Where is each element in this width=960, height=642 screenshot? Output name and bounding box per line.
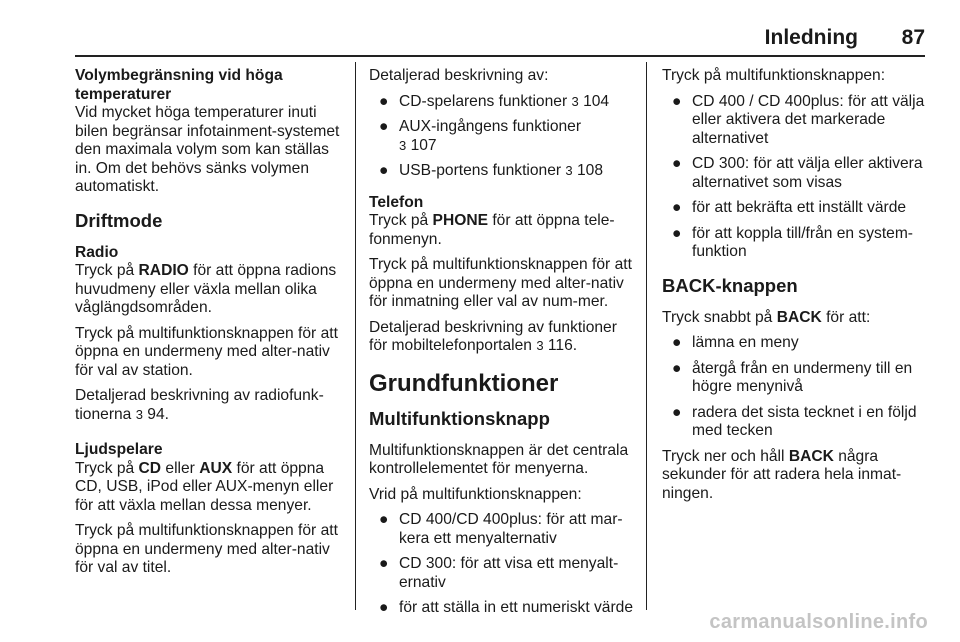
- paragraph: Tryck på CD eller AUX för att öppna CD, USB, iPod eller AUX-menyn eller för att växla mellan dessa menyer.: [75, 459, 334, 514]
- heading-radio: Radio: [75, 243, 119, 261]
- aux-key: AUX: [199, 459, 233, 477]
- paragraph: Detaljerad beskrivning av radiofunk-tionerna 3 94.: [75, 387, 324, 423]
- list-item: ● återgå från en undermeny till en högre menynivå: [672, 359, 913, 395]
- page-reference-icon: 3: [565, 163, 573, 178]
- page-reference-icon: 3: [399, 137, 407, 153]
- watermark: carmanualsonline.info: [709, 611, 928, 633]
- column-divider: [355, 62, 356, 610]
- heading-basic-functions: Grundfunktioner: [369, 369, 559, 397]
- list-item: ● CD-spelarens funktioner 3 104: [379, 92, 610, 110]
- page-reference[interactable]: 104: [583, 92, 610, 110]
- paragraph: Tryck på multifunktionsknappen:: [662, 67, 886, 84]
- phone-key: PHONE: [432, 212, 489, 229]
- list-item: ● för att bekräfta ett inställt värde: [672, 199, 907, 216]
- list-item: ● för att ställa in ett numeriskt värde: [379, 599, 634, 616]
- paragraph: Tryck ner och håll BACK några sekunder för att radera hela inmat-ningen.: [662, 447, 902, 502]
- page-reference[interactable]: 107: [410, 136, 437, 154]
- list-item: ● CD 400 / CD 400plus: för att välja eller aktivera det markerade alternativet: [672, 92, 925, 147]
- page-number: 87: [901, 26, 925, 49]
- list-item: ● AUX-ingångens funktioner 3 107: [379, 118, 582, 154]
- paragraph: Tryck på multifunktionsknappen för att öppna en undermeny med alter-nativ för inmatning eller val av num-mer.: [369, 256, 632, 310]
- list-item: ● CD 400/CD 400plus: för att mar-kera ett menyalternativ: [379, 511, 623, 547]
- paragraph: Tryck på multifunktionsknappen för att öppna en undermeny med alter-nativ för val av titel.: [75, 522, 338, 576]
- back-key: BACK: [788, 447, 834, 465]
- list-item: ● CD 300: för att välja eller aktivera alternativet som visas: [672, 155, 923, 191]
- list-item: ● för att koppla till/från en system-funktion: [672, 224, 914, 260]
- page-reference[interactable]: 108: [577, 162, 604, 179]
- paragraph: Tryck på RADIO för att öppna radions huvudmeny eller växla mellan olika våglängdsområden.: [75, 262, 337, 316]
- paragraph: Detaljerad beskrivning av funktioner för mobiltelefonportalen 3 116.: [369, 318, 617, 354]
- page-header: [0, 26, 960, 56]
- page-title: Inledning: [764, 26, 858, 49]
- list-item: ● USB-portens funktioner 3 108: [379, 162, 604, 179]
- paragraph: Vid mycket höga temperaturer inuti bilen begränsar infotainment-systemet den maximala volym som kan ställas in. Om det behövs sänks volymen automatiskt.: [75, 104, 340, 195]
- page-reference-icon: 3: [571, 93, 579, 109]
- heading-volume-limit: Volymbegränsning vid höga temperaturer: [75, 67, 283, 103]
- paragraph: Multifunktionsknappen är det centrala kontrollelementet för menyerna.: [369, 441, 629, 477]
- radio-key: RADIO: [138, 262, 189, 279]
- paragraph: Tryck på PHONE för att öppna tele-fonmenyn.: [369, 212, 615, 248]
- paragraph: Detaljerad beskrivning av:: [369, 67, 549, 84]
- paragraph: Vrid på multifunktionsknappen:: [369, 485, 582, 503]
- bullet-list: [662, 93, 930, 262]
- list-item: ● lämna en meny: [672, 334, 799, 351]
- page-reference-icon: 3: [135, 406, 143, 422]
- page-reference[interactable]: 116.: [547, 337, 578, 354]
- page-reference-icon: 3: [536, 338, 544, 353]
- column-2: [369, 67, 635, 625]
- back-key: BACK: [776, 308, 822, 326]
- bullet-list: [369, 93, 635, 181]
- column-3: [662, 67, 930, 510]
- bullet-list: [369, 511, 635, 618]
- paragraph: Tryck snabbt på BACK för att:: [662, 308, 871, 326]
- page-reference[interactable]: 94.: [147, 405, 169, 423]
- heading-back-button: BACK-knappen: [662, 274, 798, 296]
- bullet-list: [662, 334, 930, 441]
- list-item: ● radera det sista tecknet i en följd med tecken: [672, 403, 917, 439]
- paragraph: Tryck på multifunktionsknappen för att öppna en undermeny med alter-nativ för val av station.: [75, 324, 338, 379]
- header-rule: [75, 55, 925, 57]
- heading-audio-player: Ljudspelare: [75, 441, 163, 458]
- column-divider: [646, 62, 647, 610]
- list-item: ● CD 300: för att visa ett menyalt-ernativ: [379, 555, 619, 591]
- heading-multifunction-knob: Multifunktionsknapp: [369, 407, 550, 429]
- cd-key: CD: [138, 459, 162, 477]
- heading-operation-mode: Driftmode: [75, 209, 163, 231]
- column-1: [75, 67, 347, 585]
- heading-phone: Telefon: [369, 193, 424, 211]
